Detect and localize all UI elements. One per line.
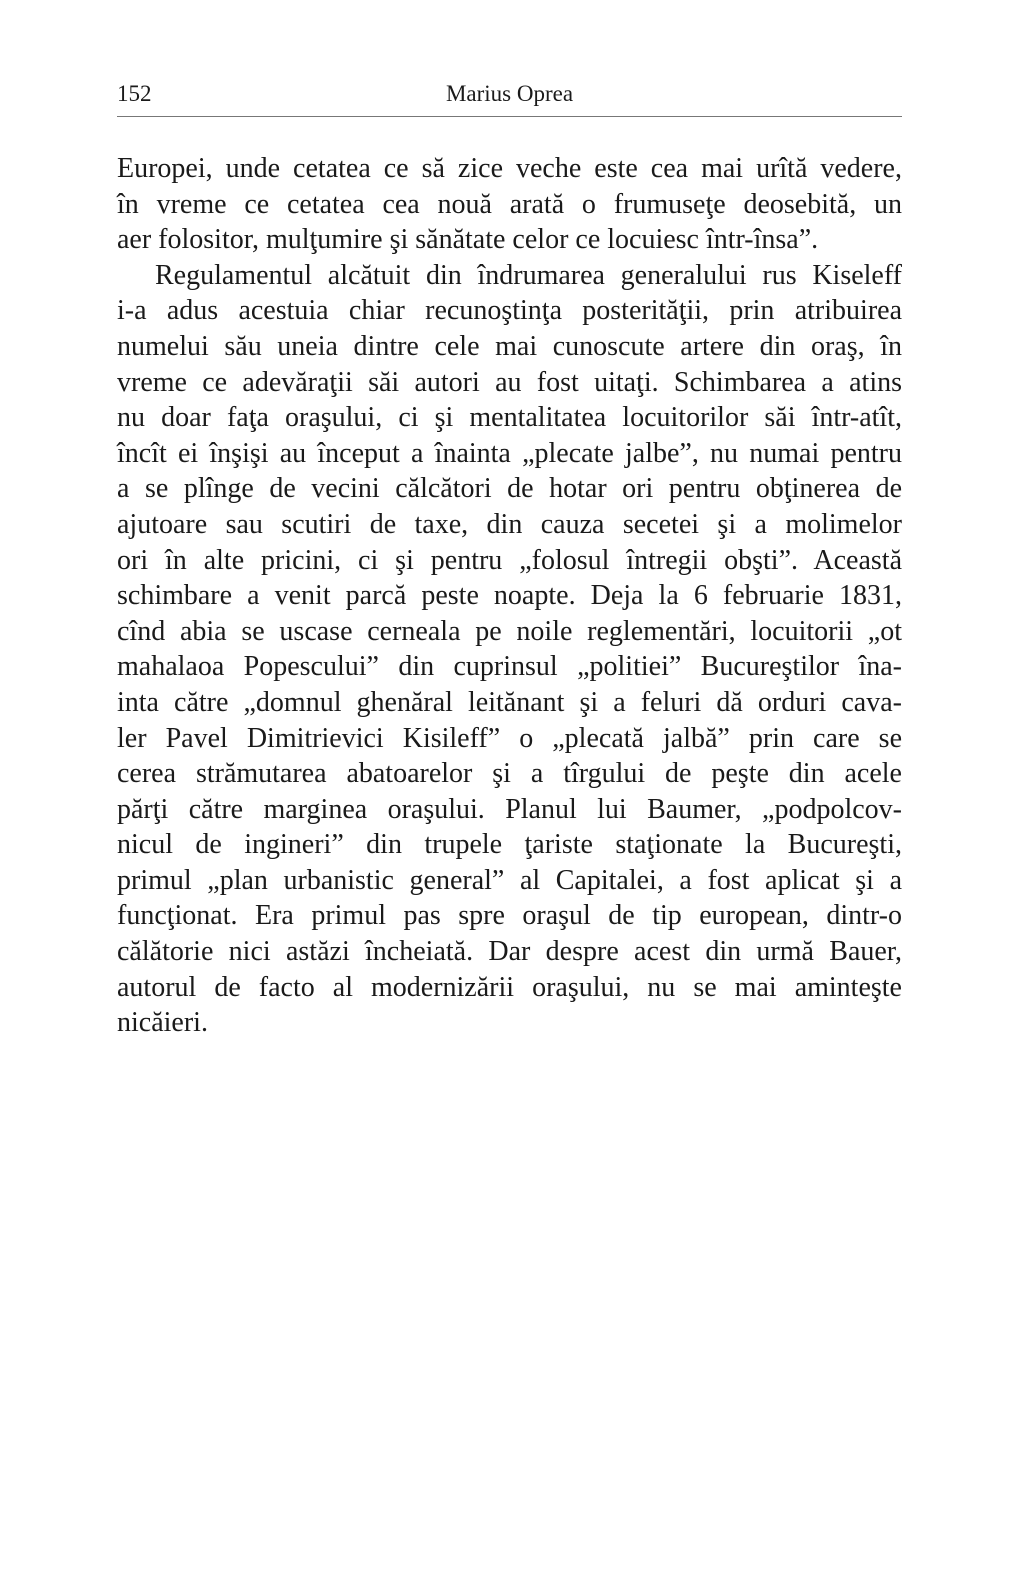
- text-line: nu doar faţa oraşului, ci şi mentalitatea locuitorilor săi într-atît,: [117, 402, 902, 434]
- text-line: ajutoare sau scutiri de taxe, din cauza secetei şi a molimelor: [117, 508, 902, 540]
- paragraph-end-line: nicăieri.: [117, 1007, 208, 1039]
- text-line: încît ei înşişi au început a înainta „plecate jalbe”, nu numai pentru: [117, 437, 902, 469]
- text-line: nicul de ingineri” din trupele ţariste staţionate la Bucureşti,: [117, 829, 902, 861]
- text-line: cînd abia se uscase cerneala pe noile reglementări, locuitorii „ot: [117, 615, 902, 647]
- page-number: 152: [117, 81, 152, 106]
- text-line: i-a adus acestuia chiar recunoştinţa posterităţii, prin atribuirea: [117, 295, 902, 327]
- text-line: în vreme ce cetatea cea nouă arată o frumuseţe deosebită, un: [117, 188, 902, 220]
- text-line: funcţionat. Era primul pas spre oraşul de tip european, dintr-o: [117, 900, 902, 932]
- running-title-author: Marius Oprea: [445, 81, 574, 106]
- text-line: autorul de facto al modernizării oraşului, nu se mai aminteşte: [117, 971, 902, 1003]
- text-line: ori în alte pricini, ci şi pentru „folosul întregii obşti”. Această: [117, 544, 902, 576]
- text-line: numelui său uneia dintre cele mai cunoscute artere din oraş, în: [117, 330, 902, 362]
- text-line: schimbare a venit parcă peste noapte. Deja la 6 februarie 1831,: [117, 580, 902, 612]
- text-line: vreme ce adevăraţii săi autori au fost uitaţi. Schimbarea a atins: [117, 366, 902, 398]
- text-line: părţi către marginea oraşului. Planul lui Baumer, „podpolcov-: [117, 793, 902, 825]
- text-line: inta către „domnul ghenăral leitănant şi a feluri dă orduri cava-: [117, 686, 902, 718]
- body-text: [117, 151, 902, 1041]
- text-line: a se plînge de vecini călcători de hotar ori pentru obţinerea de: [117, 473, 902, 505]
- paragraph-start-line: Regulamentul alcătuit din îndrumarea generalului rus Kiseleff: [155, 259, 902, 291]
- text-line: Europei, unde cetatea ce să zice veche este cea mai urîtă vedere,: [117, 153, 902, 184]
- text-line: primul „plan urbanistic general” al Capitalei, a fost aplicat şi a: [117, 864, 902, 896]
- text-line: cerea strămutarea abatoarelor şi a tîrgului de peşte din acele: [117, 758, 902, 790]
- text-line: ler Pavel Dimitrievici Kisileff” o „plecată jalbă” prin care se: [117, 722, 902, 754]
- text-line: călătorie nici astăzi încheiată. Dar despre acest din urmă Bauer,: [117, 936, 902, 968]
- text-line: aer folositor, mulţumire şi sănătate celor ce locuiesc într-însa”.: [117, 224, 819, 256]
- header-rule: [117, 116, 902, 117]
- text-line: mahalaoa Popescului” din cuprinsul „politiei” Bucureştilor îna-: [117, 651, 902, 683]
- running-head: [117, 78, 902, 110]
